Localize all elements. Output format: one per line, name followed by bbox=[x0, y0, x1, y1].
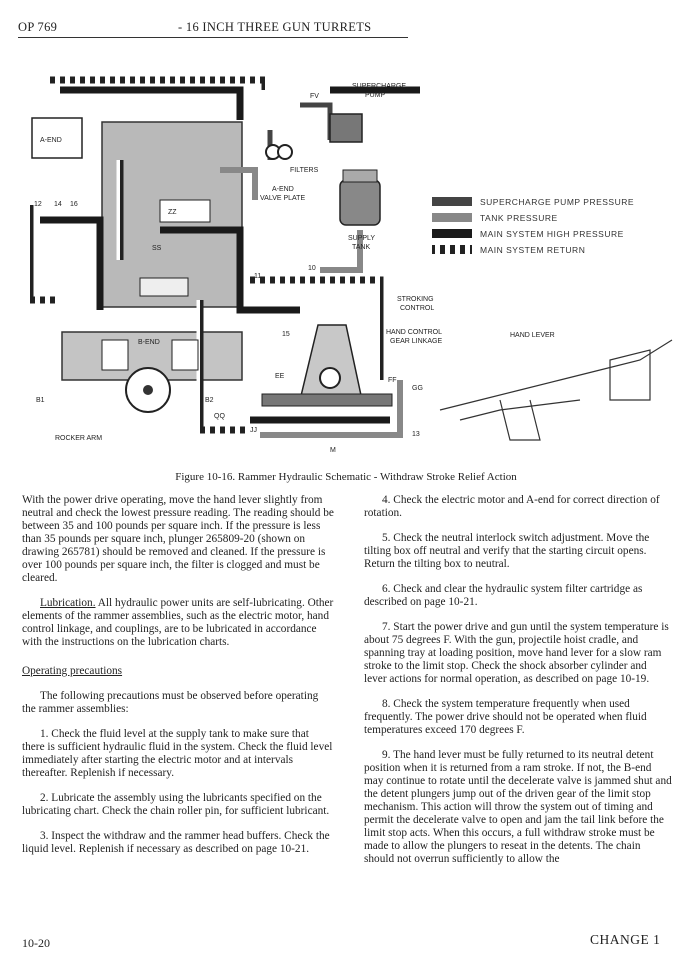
legend-label-high: MAIN SYSTEM HIGH PRESSURE bbox=[480, 229, 624, 239]
label-15: 15 bbox=[282, 331, 290, 338]
label-hand-control-1: HAND CONTROL bbox=[386, 329, 443, 336]
label-filters: FILTERS bbox=[290, 167, 319, 174]
legend-swatch-high bbox=[432, 229, 472, 238]
label-ss: SS bbox=[152, 245, 162, 252]
label-qq: QQ bbox=[214, 413, 225, 420]
page-number: 10-20 bbox=[22, 936, 50, 950]
label-supply-tank-1: SUPPLY bbox=[348, 235, 376, 242]
precaution-item-2: 2. Lubricate the assembly using the lubricants specified on the lubricating chart. Check the chain roller pin, for sufficient lubricant. bbox=[22, 792, 330, 817]
legend-swatch-return bbox=[432, 245, 472, 254]
legend-swatch-tank bbox=[432, 213, 472, 222]
label-11: 11 bbox=[254, 273, 262, 280]
header-rule bbox=[18, 37, 408, 38]
pipe-high-1 bbox=[60, 90, 240, 120]
precaution-item-3: 3. Inspect the withdraw and the rammer head buffers. Check the liquid level. Replenish if necessary as described on page 10-21. bbox=[22, 830, 330, 855]
legend-swatch-supercharge bbox=[432, 197, 472, 206]
label-stroking-control-2: CONTROL bbox=[400, 305, 435, 312]
label-supercharge-pump-2: PUMP bbox=[365, 92, 386, 99]
precaution-item-5: 5. Check the neutral interlock switch adjustment. Move the tilting box off neutral and verify that the starting circuit opens. Return the tilting box to neutral. bbox=[364, 532, 650, 570]
label-a-end: A-END bbox=[40, 137, 62, 144]
label-12: 12 bbox=[34, 201, 42, 208]
label-zz: ZZ bbox=[168, 209, 177, 216]
precautions-intro: The following precautions must be observed before operating the rammer assemblies: bbox=[22, 690, 319, 715]
label-m: M bbox=[330, 447, 336, 454]
stroking-control-gear bbox=[320, 368, 340, 388]
precaution-item-9: 9. The hand lever must be fully returned to its neutral detent position when it is returned from a ram stroke. If not, the B-end may continue to rotate until the decelerate valve is jammed shut and the detent plungers jump out of the driven gear of the limit stop mechanism. This action will throw the system out of timing and permit the decelerate valve to open and jam the tail link before the limit stop acts. When this occurs, a full withdraw stroke must be made to allow the plungers to reseat in the detents. The chain should not overrun sufficiently to allow the bbox=[364, 749, 672, 865]
supercharge-pump bbox=[330, 114, 362, 142]
legend-label-return: MAIN SYSTEM RETURN bbox=[480, 245, 586, 255]
cylinder-w bbox=[102, 340, 128, 370]
label-gg: GG bbox=[412, 385, 423, 392]
legend bbox=[432, 197, 634, 255]
hand-lever-linkage bbox=[440, 340, 672, 440]
filter-2 bbox=[278, 145, 292, 159]
label-stroking-control-1: STROKING bbox=[397, 296, 434, 303]
page-header-title: - 16 INCH THREE GUN TURRETS bbox=[178, 20, 372, 34]
label-ff: FF bbox=[388, 377, 397, 384]
label-fv: FV bbox=[310, 93, 319, 100]
valve-k bbox=[140, 278, 188, 296]
precaution-item-8: 8. Check the system temperature frequently when used frequently. The power drive should not be operated when fluid temperatures exceed 170 degrees F. bbox=[364, 698, 647, 736]
precaution-item-7: 7. Start the power drive and gun until the system temperature is about 75 degrees F. With the gun, projectile hoist cradle, and spanning tray at loading position, move hand lever for a slow ram stroke to the limit stop. Check the shock absorber cylinder and lever actions for normal operation, as described on page 10-19. bbox=[364, 621, 669, 685]
label-10: 10 bbox=[308, 265, 316, 272]
lubrication-heading: Lubrication. bbox=[40, 597, 96, 609]
right-column bbox=[364, 494, 672, 878]
label-b1: B1 bbox=[36, 397, 45, 404]
label-a-end-valve-plate-1: A-END bbox=[272, 186, 294, 193]
change-marker: CHANGE 1 bbox=[590, 932, 661, 947]
doc-id: OP 769 bbox=[18, 20, 58, 34]
label-rocker-arm: ROCKER ARM bbox=[55, 435, 103, 442]
supply-tank-cap bbox=[343, 170, 377, 182]
supply-tank bbox=[340, 180, 380, 225]
label-b-end: B-END bbox=[138, 339, 160, 346]
precaution-item-4: 4. Check the electric motor and A-end for correct direction of rotation. bbox=[364, 494, 660, 519]
intro-paragraph: With the power drive operating, move the hand lever slightly from neutral and check the lowest pressure reading. The reading should be between 35 and 100 pounds per square inch. If the pressure is less than 35 pounds per square inch, plunger 265809-20 (shown on drawing 265781) should be removed and cleaned. If the pressure is over 100 pounds per square inch, the filter is clogged and must be cleared. bbox=[22, 494, 334, 584]
label-supercharge-pump-1: SUPERCHARGE bbox=[352, 83, 407, 90]
pipe-supercharge-1 bbox=[300, 105, 330, 140]
figure-caption: Figure 10-16. Rammer Hydraulic Schematic - Withdraw Stroke Relief Action bbox=[175, 471, 517, 483]
label-jj: JJ bbox=[250, 427, 257, 434]
label-hand-control-2: GEAR LINKAGE bbox=[390, 338, 443, 345]
label-hand-lever: HAND LEVER bbox=[510, 332, 555, 339]
stroking-control-base bbox=[262, 394, 392, 406]
lubrication-paragraph bbox=[22, 597, 334, 649]
label-14: 14 bbox=[54, 201, 62, 208]
label-16: 16 bbox=[70, 201, 78, 208]
legend-label-tank: TANK PRESSURE bbox=[480, 213, 558, 223]
legend-label-supercharge: SUPERCHARGE PUMP PRESSURE bbox=[480, 197, 635, 207]
b-end-gear-hub bbox=[143, 385, 153, 395]
lubrication-text: All hydraulic power units are self-lubricating. Other elements of the rammer assemblies, such as the electric motor, hand control linkage, and couplings, are to be lubricated in accordance with the instructions on the lubrication charts. bbox=[22, 597, 334, 648]
label-ee: EE bbox=[275, 373, 285, 380]
label-a-end-valve-plate-2: VALVE PLATE bbox=[260, 195, 306, 202]
hydraulic-schematic bbox=[0, 60, 692, 460]
precaution-item-1: 1. Check the fluid level at the supply tank to make sure that there is sufficient hydraulic fluid in the system. Check the fluid level immediately after starting the electric motor and at intervals thereafter. Replenish if necessary. bbox=[22, 728, 333, 779]
cylinder-x bbox=[172, 340, 198, 370]
label-13: 13 bbox=[412, 431, 420, 438]
left-column bbox=[22, 494, 334, 868]
label-b2: B2 bbox=[205, 397, 214, 404]
precaution-item-6: 6. Check and clear the hydraulic system filter cartridge as described on page 10-21. bbox=[364, 583, 643, 608]
precautions-heading: Operating precautions bbox=[22, 665, 123, 677]
label-supply-tank-2: TANK bbox=[352, 244, 371, 251]
